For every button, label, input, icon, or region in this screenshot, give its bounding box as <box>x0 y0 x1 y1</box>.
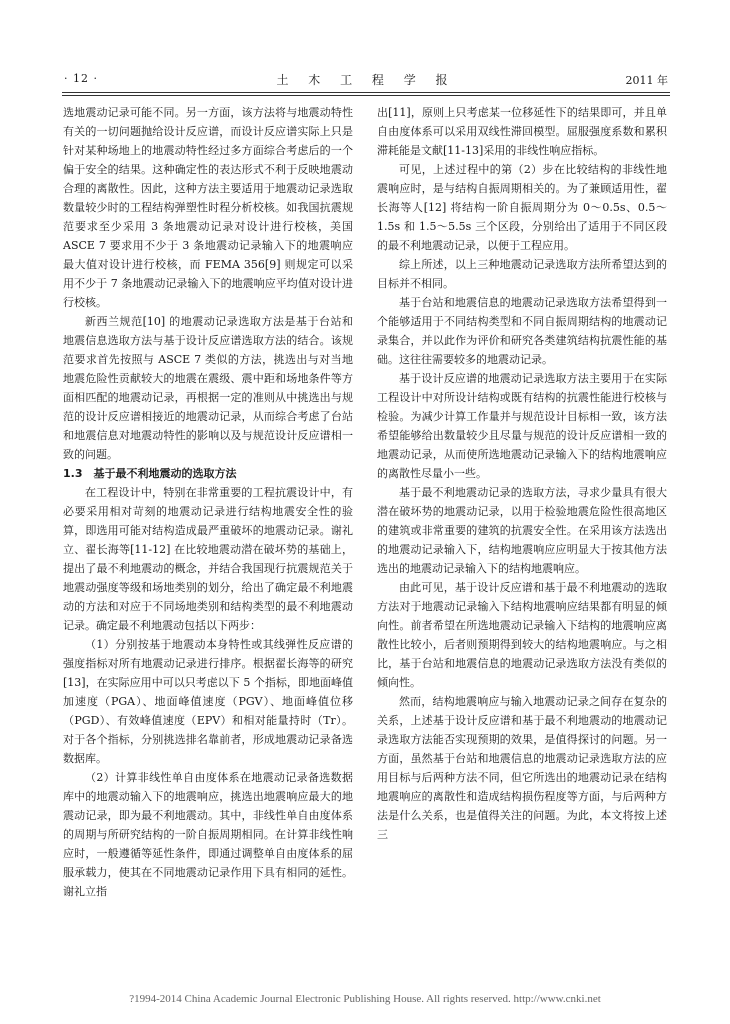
paragraph: 由此可见，基于设计反应谱和基于最不利地震动的选取方法对于地震动记录输入下结构地震响应结果都有明显的倾向性。前者希望在所选地震动记录输入下结构的地震响应离散性比较小，后者则预期得到较大的结构地震响应。与之相比，基于台站和地震信息的地震动记录选取方法没有类似的倾向性。 <box>377 581 667 689</box>
paragraph: 出[11]，原则上只考虑某一位移延性下的结果即可，并且单自由度体系可以采用双线性滞回模型。屈服强度系数和累积滞耗能是文献[11-13]采用的非线性响应指标。 <box>377 106 667 157</box>
paragraph: 选地震动记录可能不同。另一方面，该方法将与地震动特性有关的一切问题抛给设计反应谱，而设计反应谱实际上只是针对某种场地上的地震动特性经过多方面综合考虑后的一个偏于安全的结果。这种确定性的表达形式不利于反映地震动合理的离散性。因此，这种方法主要适用于地震动记录选取数量较少时的工程结构弹塑性时程分析校核。如我国抗震规范要求至少采用 3 条地震动记录对设计进行校核，美国 ASCE 7 要求用不少于 3 条地震动记录输入下的地震响应最大值对设计进行校核，而 FEMA 356[9] 则规定可以采用不少于 7 条地震动记录输入下的地震响应平均值对设计进行校核。 <box>63 106 353 309</box>
paragraph: 新西兰规范[10] 的地震动记录选取方法是基于台站和地震信息选取方法与基于设计反应谱选取方法的结合。该规范要求首先按照与 ASCE 7 类似的方法，挑选出与对当地地震危险性贡献较大的地震在震级、震中距和场地条件等方面相匹配的地震动记录，再根据一定的准则从中挑选出与规范的设计反应谱相接近的地震动记录，从而综合考虑了台站和地震信息对地震动特性的影响以及与规范设计反应谱相一致的问题。 <box>63 315 353 461</box>
header-rule <box>62 92 670 93</box>
paragraph: 然而，结构地震响应与输入地震动记录之间存在复杂的关系，上述基于设计反应谱和基于最不利地震动的地震动记录选取方法能否实现预期的效果，是值得探讨的问题。另一方面，虽然基于台站和地震信息的地震动记录选取方法的应用目标与后两种方法不同，但它所选出的地震动记录在结构地震响应的离散性和造成结构损伤程度等方面，与后两种方法是什么关系，也是值得关注的问题。为此，本文将按上述三 <box>377 695 667 841</box>
paragraph: （2）计算非线性单自由度体系在地震动记录备选数据库中的地震动输入下的地震响应，挑选出地震响应最大的地震动记录，即为最不利地震动。其中，非线性单自由度体系的周期与所研究结构的一阶自振周期相同。在计算非线性响应时，一般遵循等延性条件，即通过调整单自由度体系的屈服承载力，使其在不同地震动记录作用下具有相同的延性。谢礼立指 <box>63 771 353 898</box>
header-rule-thin <box>62 95 670 96</box>
paragraph: 综上所述，以上三种地震动记录选取方法所希望达到的目标并不相同。 <box>377 258 667 290</box>
paragraph: 基于台站和地震信息的地震动记录选取方法希望得到一个能够适用于不同结构类型和不同自振周期结构的地震动记录集合，并以此作为评价和研究各类建筑结构抗震性能的基础。这往往需要较多的地震动记录。 <box>377 296 667 366</box>
paragraph: 在工程设计中，特别在非常重要的工程抗震设计中，有必要采用相对苛刻的地震动记录进行结构地震安全性的验算，即选用可能对结构造成最严重破坏的地震动记录。谢礼立、翟长海等[11-12] 在比较地震动潜在破坏势的基础上，提出了最不利地震动的概念，并结合我国现行抗震规范关于地震动强度等级和场地类别的划分，给出了确定最不利地震动的方法和对应于不同场地类别和结构类型的最不利地震动记录。确定最不利地震动包括以下两步： <box>63 486 353 632</box>
paragraph: 可见，上述过程中的第（2）步在比较结构的非线性地震响应时，是与结构自振周期相关的。为了兼顾适用性，翟长海等人[12] 将结构一阶自振周期分为 0～0.5s、0.5～1.5s 和 1.5～5.5s 三个区段，分别给出了适用于不同区段的最不利地震动记录，以便于工程应用。 <box>377 163 667 252</box>
copyright-footer: ?1994-2014 China Academic Journal Electronic Publishing House. All rights reserved. http://www.cnki.net <box>129 993 601 1005</box>
issue-year: 2011 年 <box>625 74 668 87</box>
left-column <box>63 103 353 901</box>
section-heading: 1.3 基于最不利地震动的选取方法 <box>63 467 237 480</box>
paragraph: （1）分别按基于地震动本身特性或其线弹性反应谱的强度指标对所有地震动记录进行排序。根据翟长海等的研究[13]，在实际应用中可以只考虑以下 5 个指标，即地面峰值加速度（PGA）、地面峰值速度（PGV）、地面峰值位移（PGD）、有效峰值速度（EPV）和相对能量持时（Tr）。对于各个指标，分别挑选排名靠前者，形成地震动记录备选数据库。 <box>63 638 353 765</box>
page-header <box>62 70 670 88</box>
journal-title: 土 木 工 程 学 报 <box>276 73 456 87</box>
right-column <box>377 103 667 844</box>
page-number: · 12 · <box>64 72 98 85</box>
paragraph: 基于设计反应谱的地震动记录选取方法主要用于在实际工程设计中对所设计结构或既有结构的抗震性能进行校核与检验。为减少计算工作量并与规范设计目标相一致，该方法希望能够给出数量较少且尽量与规范的设计反应谱相一致的地震动记录，从而使所选地震动记录输入下的结构地震响应的离散性尽量小一些。 <box>377 372 667 480</box>
paragraph: 基于最不利地震动记录的选取方法，寻求少量具有很大潜在破坏势的地震动记录，以用于检验地震危险性很高地区的建筑或非常重要的建筑的抗震安全性。在采用该方法选出的地震动记录输入下，结构地震响应应明显大于按其他方法选出的地震动记录输入下的结构地震响应。 <box>377 486 667 575</box>
